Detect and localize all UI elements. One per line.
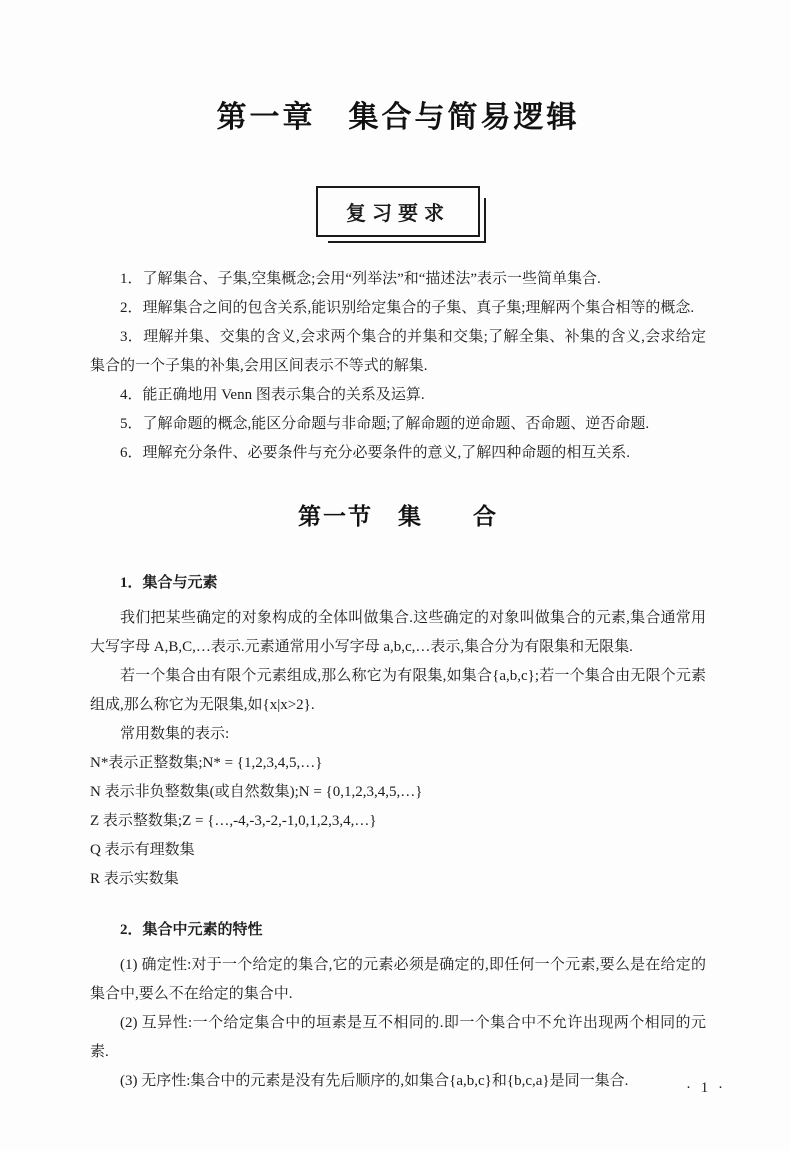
number-set-positive-integers: N*表示正整数集;N* = {1,2,3,4,5,…} (90, 755, 323, 771)
review-item-3: 3．理解并集、交集的含义,会求两个集合的并集和交集;了解全集、补集的含义,会求给定集合的一个子集的补集,会用区间表示不等式的解集. (90, 329, 706, 374)
number-set-rationals: Q 表示有理数集 (90, 842, 195, 858)
number-set-integers: Z 表示整数集;Z = {…,-4,-3,-2,-1,0,1,2,3,4,…} (90, 813, 377, 829)
review-item-1: 1．了解集合、子集,空集概念;会用“列举法”和“描述法”表示一些简单集合. (120, 271, 601, 287)
review-item-2: 2．理解集合之间的包含关系,能识别给定集合的子集、真子集;理解两个集合相等的概念. (120, 300, 695, 316)
paragraph-property-unorderedness: (3) 无序性:集合中的元素是没有先后顺序的,如集合{a,b,c}和{b,c,a}是同一集合. (120, 1073, 629, 1089)
review-box-container (90, 186, 706, 237)
review-requirements-list (90, 265, 706, 468)
paragraph-property-definiteness: (1) 确定性:对于一个给定的集合,它的元素必须是确定的,即任何一个元素,要么是在给定的集合中,要么不在给定的集合中. (90, 957, 706, 1002)
review-box (316, 186, 480, 237)
paragraph-common-number-sets-intro: 常用数集的表示: (120, 726, 230, 742)
number-set-natural-numbers: N 表示非负整数集(或自然数集);N = {0,1,2,3,4,5,…} (90, 784, 423, 800)
paragraph-finite-infinite: 若一个集合由有限个元素组成,那么称它为有限集,如集合{a,b,c};若一个集合由无限个元素组成,那么称它为无限集,如{x|x>2}. (90, 668, 706, 713)
section-title: 第一节 集 合 (298, 504, 498, 529)
subsection-heading-2: 2．集合中元素的特性 (120, 922, 263, 938)
chapter-title: 第一章 集合与简易逻辑 (216, 101, 580, 134)
section-body (90, 569, 706, 1096)
paragraph-property-distinctness: (2) 互异性:一个给定集合中的垣素是互不相同的.即一个集合中不允许出现两个相同的元素. (90, 1015, 706, 1060)
number-set-reals: R 表示实数集 (90, 871, 179, 887)
review-item-4: 4．能正确地用 Venn 图表示集合的关系及运算. (120, 387, 425, 403)
spacer (90, 894, 706, 902)
subsection-heading-1: 1．集合与元素 (120, 575, 218, 591)
paragraph-sets-definition: 我们把某些确定的对象构成的全体叫做集合.这些确定的对象叫做集合的元素,集合通常用大写字母 A,B,C,…表示.元素通常用小写字母 a,b,c,…表示,集合分为有限集和无限集. (90, 610, 706, 655)
review-item-5: 5．了解命题的概念,能区分命题与非命题;了解命题的逆命题、否命题、逆否命题. (120, 416, 650, 432)
page-number: · 1 · (686, 1080, 726, 1096)
review-box-label: 复习要求 (346, 203, 450, 225)
review-item-6: 6．理解充分条件、必要条件与充分必要条件的意义,了解四种命题的相互关系. (120, 445, 631, 461)
number-sets-list (90, 749, 706, 894)
